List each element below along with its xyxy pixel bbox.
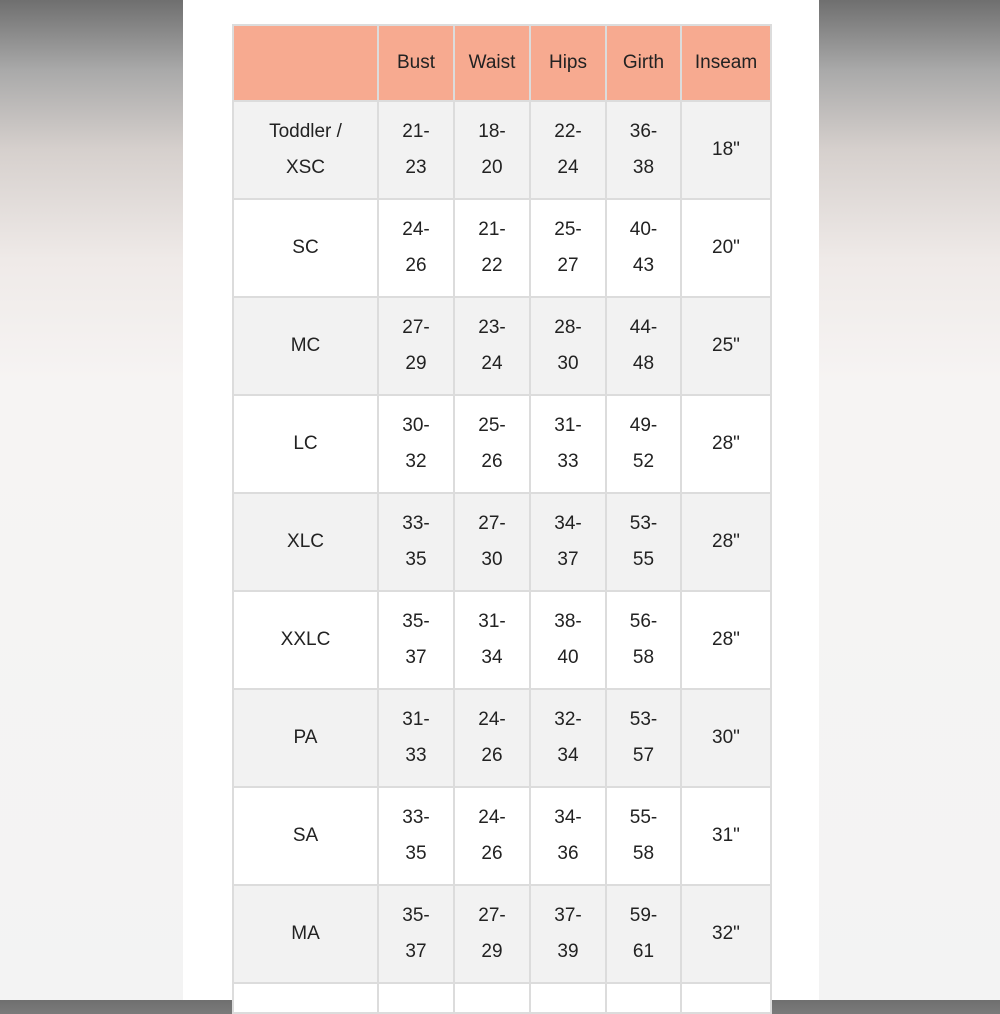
cell-empty	[606, 983, 681, 1013]
cell-waist	[454, 101, 530, 199]
cell-line: 27-	[478, 905, 506, 926]
cell-line: 23-	[478, 317, 506, 338]
cell-girth	[606, 493, 681, 591]
cell-line: 57	[632, 745, 655, 766]
table-row	[233, 297, 771, 395]
cell-line: Toddler /	[269, 121, 342, 142]
cell-line: MA	[291, 923, 320, 944]
header-inseam: Inseam	[681, 25, 771, 101]
cell-line: 34-	[554, 513, 582, 534]
cell-hips	[530, 493, 606, 591]
cell-line: PA	[293, 727, 318, 748]
cell-line: 22-	[554, 121, 582, 142]
cell-inseam: 20"	[681, 199, 771, 297]
header-bust: Bust	[378, 25, 454, 101]
cell-inseam: 28"	[681, 493, 771, 591]
cell-line: 52	[632, 451, 655, 472]
cell-line: 44-	[629, 317, 658, 338]
cell-line: 58	[632, 843, 655, 864]
cell-bust	[378, 689, 454, 787]
table-row	[233, 591, 771, 689]
cell-line: 40	[557, 647, 579, 668]
cell-line: 39	[557, 941, 579, 962]
cell-girth	[606, 199, 681, 297]
cell-inseam: 31"	[681, 787, 771, 885]
cell-girth	[606, 297, 681, 395]
cell-line: 27	[557, 255, 579, 276]
cell-hips	[530, 101, 606, 199]
cell-line: SC	[292, 237, 319, 258]
cell-line: MC	[290, 335, 321, 356]
cell-waist	[454, 787, 530, 885]
cell-line: 36	[557, 843, 579, 864]
cell-line: 35-	[402, 611, 430, 632]
cell-bust	[378, 885, 454, 983]
cell-size	[233, 395, 378, 493]
cell-hips	[530, 395, 606, 493]
cell-hips	[530, 885, 606, 983]
cell-line: 40-	[629, 219, 658, 240]
cell-bust	[378, 199, 454, 297]
cell-line: 35-	[402, 905, 430, 926]
cell-line: 36-	[629, 121, 658, 142]
cell-line: 31-	[554, 415, 582, 436]
cell-hips	[530, 689, 606, 787]
cell-waist	[454, 493, 530, 591]
cell-line: 25-	[478, 415, 506, 436]
cell-bust	[378, 101, 454, 199]
cell-line: 27-	[402, 317, 430, 338]
table-row	[233, 787, 771, 885]
cell-line: 28-	[554, 317, 582, 338]
cell-line: 38	[632, 157, 655, 178]
cell-size	[233, 787, 378, 885]
table-row	[233, 689, 771, 787]
cell-line: 24-	[478, 807, 506, 828]
cell-size	[233, 493, 378, 591]
cell-line: 33	[557, 451, 579, 472]
cell-girth	[606, 689, 681, 787]
cell-inseam: 25"	[681, 297, 771, 395]
cell-line: 59-	[629, 905, 658, 926]
cell-line: 26	[481, 451, 503, 472]
cell-bust	[378, 591, 454, 689]
cell-line: LC	[293, 433, 318, 454]
cell-girth	[606, 591, 681, 689]
cell-waist	[454, 395, 530, 493]
cell-line: 18-	[478, 121, 506, 142]
cell-line: 24	[557, 157, 579, 178]
cell-girth	[606, 101, 681, 199]
cell-line: 29	[405, 353, 427, 374]
cell-line: 30-	[402, 415, 430, 436]
cell-line: XLC	[287, 531, 324, 552]
cell-line: 56-	[629, 611, 658, 632]
cell-line: 34-	[554, 807, 582, 828]
cell-line: 24	[481, 353, 503, 374]
header-hips: Hips	[530, 25, 606, 101]
cell-waist	[454, 199, 530, 297]
header-row	[233, 25, 771, 101]
cell-line: 26	[481, 745, 503, 766]
cell-line: 34	[481, 647, 503, 668]
cell-line: 30	[481, 549, 503, 570]
cell-inseam: 32"	[681, 885, 771, 983]
cell-waist	[454, 297, 530, 395]
size-chart-table	[232, 24, 772, 1014]
cell-size	[233, 101, 378, 199]
cell-line: 53-	[629, 709, 658, 730]
cell-inseam: 30"	[681, 689, 771, 787]
cell-hips	[530, 787, 606, 885]
cell-line: 49-	[629, 415, 658, 436]
cell-girth	[606, 395, 681, 493]
table-body	[233, 101, 771, 1013]
cell-size	[233, 591, 378, 689]
cell-line: SA	[292, 825, 319, 846]
cell-line: 30	[557, 353, 579, 374]
cell-line: 21-	[402, 121, 430, 142]
cell-bust	[378, 787, 454, 885]
cell-line: 48	[632, 353, 655, 374]
cell-girth	[606, 787, 681, 885]
cell-line: 61	[632, 941, 655, 962]
cell-line: 25-	[554, 219, 582, 240]
cell-size	[233, 199, 378, 297]
table-row	[233, 493, 771, 591]
cell-line: 37	[405, 647, 427, 668]
table-row	[233, 885, 771, 983]
header-size	[233, 25, 378, 101]
header-waist: Waist	[454, 25, 530, 101]
cell-hips	[530, 297, 606, 395]
table-row	[233, 395, 771, 493]
cell-line: 37-	[554, 905, 582, 926]
cell-bust	[378, 493, 454, 591]
cell-line: 33-	[402, 513, 430, 534]
cell-line: 26	[405, 255, 427, 276]
cell-line: 33-	[402, 807, 430, 828]
cell-line: 23	[405, 157, 427, 178]
cell-empty	[454, 983, 530, 1013]
cell-bust	[378, 297, 454, 395]
cell-line: 21-	[478, 219, 506, 240]
cell-line: 37	[557, 549, 579, 570]
cell-empty	[378, 983, 454, 1013]
cell-line: 35	[405, 549, 427, 570]
cell-line: 55-	[629, 807, 658, 828]
cell-line: 38-	[554, 611, 582, 632]
cell-line: 29	[481, 941, 503, 962]
cell-girth	[606, 885, 681, 983]
table-row	[233, 199, 771, 297]
cell-line: 31-	[478, 611, 506, 632]
cell-inseam: 28"	[681, 591, 771, 689]
cell-line: 26	[481, 843, 503, 864]
cell-inseam: 28"	[681, 395, 771, 493]
table-row-partial	[233, 983, 771, 1013]
cell-line: 27-	[478, 513, 506, 534]
cell-line: 31-	[402, 709, 430, 730]
cell-hips	[530, 591, 606, 689]
cell-line: 55	[632, 549, 655, 570]
cell-line: 43	[632, 255, 655, 276]
cell-empty	[681, 983, 771, 1013]
cell-line: 24-	[402, 219, 430, 240]
header-girth: Girth	[606, 25, 681, 101]
cell-size	[233, 297, 378, 395]
table-row	[233, 101, 771, 199]
cell-line: 24-	[478, 709, 506, 730]
cell-line: XXLC	[280, 629, 331, 650]
cell-bust	[378, 395, 454, 493]
cell-line: 32-	[554, 709, 582, 730]
cell-size	[233, 885, 378, 983]
cell-line: 37	[405, 941, 427, 962]
cell-line: 58	[632, 647, 655, 668]
cell-size	[233, 689, 378, 787]
cell-hips	[530, 199, 606, 297]
cell-line: 35	[405, 843, 427, 864]
cell-line: 22	[481, 255, 503, 276]
cell-line: 34	[557, 745, 579, 766]
cell-waist	[454, 689, 530, 787]
cell-line: XSC	[285, 157, 326, 178]
cell-line: 53-	[629, 513, 658, 534]
cell-waist	[454, 885, 530, 983]
cell-empty	[530, 983, 606, 1013]
cell-line: 32	[405, 451, 427, 472]
cell-inseam: 18"	[681, 101, 771, 199]
cell-waist	[454, 591, 530, 689]
cell-empty	[233, 983, 378, 1013]
cell-line: 20	[481, 157, 503, 178]
cell-line: 33	[405, 745, 427, 766]
